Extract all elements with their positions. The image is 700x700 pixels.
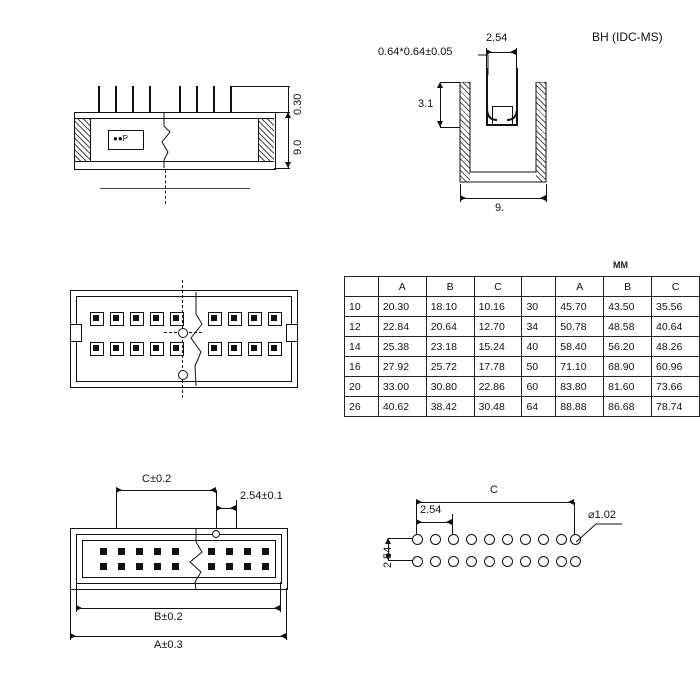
- break-line: [186, 528, 208, 590]
- hole: [484, 556, 495, 567]
- pin: [115, 86, 117, 114]
- break-line: [186, 292, 208, 386]
- cell-a: 25.38: [378, 337, 426, 357]
- contact-pin: [211, 315, 217, 321]
- units-label: MM: [613, 260, 628, 270]
- cell-b: 56.20: [604, 337, 652, 357]
- contact-pin: [231, 345, 237, 351]
- cell-b: 30.80: [426, 377, 474, 397]
- hole: [430, 534, 441, 545]
- cell-b: 86.68: [604, 397, 652, 417]
- contact-pin: [271, 345, 277, 351]
- contact-pin: [226, 563, 233, 570]
- contact-pin: [211, 345, 217, 351]
- dim-030-ext-top: [232, 86, 290, 87]
- th-pins-right: [522, 277, 556, 297]
- contact-pin: [208, 563, 215, 570]
- dim-a-label: A±0.3: [154, 639, 183, 651]
- cell-b: 25.72: [426, 357, 474, 377]
- cell-a: 88.88: [556, 397, 604, 417]
- cell-c: 22.86: [474, 377, 522, 397]
- center-marker: [178, 328, 188, 338]
- dim-31-ext-top: [440, 82, 460, 83]
- contact-pin: [136, 548, 143, 555]
- dim-9-label: 9.: [495, 202, 505, 214]
- contact-pin: [100, 548, 107, 555]
- dim-90-line: [288, 112, 289, 168]
- contact-pin: [244, 563, 251, 570]
- leader-line: [574, 520, 624, 544]
- contact-pin: [172, 563, 179, 570]
- arrow-down: [437, 121, 443, 127]
- cell-b: 48.58: [604, 317, 652, 337]
- contact-pin: [154, 563, 161, 570]
- break-line: [156, 112, 178, 168]
- shroud-wall-left: [460, 82, 470, 182]
- cell-pins: 50: [522, 357, 556, 377]
- cell-c: 30.48: [474, 397, 522, 417]
- cell-c: 12.70: [474, 317, 522, 337]
- dim-pitch-h-ext: [452, 514, 453, 536]
- hole: [502, 556, 513, 567]
- cavity: [82, 540, 276, 578]
- table-row: [345, 297, 700, 317]
- cell-pins: 60: [522, 377, 556, 397]
- cell-a: 58.40: [556, 337, 604, 357]
- dim-90-ext-bot: [274, 168, 290, 169]
- cell-a: 33.00: [378, 377, 426, 397]
- cell-a: 22.84: [378, 317, 426, 337]
- hole: [556, 556, 567, 567]
- dim-254-label: 2.54: [486, 32, 508, 44]
- top-view-contacts: [60, 280, 310, 410]
- cell-pins: 20: [345, 377, 379, 397]
- arrow-right: [416, 519, 422, 525]
- hole: [556, 534, 567, 545]
- arrow-up: [385, 538, 391, 544]
- shroud-wall-right: [536, 82, 546, 182]
- body-left-ear: [74, 118, 90, 161]
- center-marker: [212, 530, 220, 538]
- cell-c: 48.26: [652, 337, 700, 357]
- dim-pitch-h-label: 2.54: [420, 504, 442, 516]
- cell-pins: 26: [345, 397, 379, 417]
- cell-a: 27.92: [378, 357, 426, 377]
- hole: [538, 534, 549, 545]
- contact-pin: [173, 315, 179, 321]
- hole: [466, 534, 477, 545]
- cell-pins: 64: [522, 397, 556, 417]
- cell-b: 18.10: [426, 297, 474, 317]
- dim-b-line: [76, 608, 280, 609]
- dim-a-line: [70, 636, 286, 637]
- side-view: [60, 60, 304, 190]
- cell-a: 71.10: [556, 357, 604, 377]
- dim-pitch-v-label: 2.54: [382, 546, 394, 568]
- pin: [132, 86, 134, 114]
- contact-pin: [93, 315, 99, 321]
- contact-pin: [231, 315, 237, 321]
- cell-pins: 16: [345, 357, 379, 377]
- inner-body: [76, 296, 292, 382]
- hole: [448, 556, 459, 567]
- hole: [448, 534, 459, 545]
- dim-b-ext-right: [280, 582, 281, 612]
- contact-pin: [136, 563, 143, 570]
- table-row: [345, 377, 700, 397]
- arrow-right: [76, 605, 82, 611]
- arrow-up: [437, 82, 443, 88]
- dim-c-ext-right: [216, 490, 217, 532]
- cell-a: 40.62: [378, 397, 426, 417]
- hole: [430, 556, 441, 567]
- cell-pins: 10: [345, 297, 379, 317]
- contact-pin: [271, 315, 277, 321]
- cell-b: 23.18: [426, 337, 474, 357]
- cell-pins: 34: [522, 317, 556, 337]
- dim-90-label: 9.0: [292, 139, 304, 155]
- dim-c-line: [416, 502, 574, 503]
- body-right-ear: [258, 118, 274, 161]
- table-header-row: [345, 277, 700, 297]
- cell-pins: 30: [522, 297, 556, 317]
- th-pins-left: [345, 277, 379, 297]
- center-line-v: [165, 170, 166, 204]
- th-c-left: C: [474, 277, 522, 297]
- dim-a-ext-right: [286, 588, 287, 640]
- hole: [412, 556, 423, 567]
- arrow-left: [446, 519, 452, 525]
- center-line: [100, 188, 250, 189]
- contact-pin: [251, 345, 257, 351]
- th-a-left: A: [378, 277, 426, 297]
- th-b-left: B: [426, 277, 474, 297]
- cell-b: 43.50: [604, 297, 652, 317]
- contact-pin: [172, 548, 179, 555]
- cell-pins: 12: [345, 317, 379, 337]
- hole: [520, 556, 531, 567]
- dim-c-label: C±0.2: [142, 473, 172, 485]
- spec-table: [344, 276, 700, 417]
- th-a-right: A: [556, 277, 604, 297]
- inner-rib: [492, 106, 493, 124]
- cell-pins: 40: [522, 337, 556, 357]
- cell-b: 20.64: [426, 317, 474, 337]
- inner-rib: [512, 106, 513, 124]
- cell-pins: 14: [345, 337, 379, 357]
- cell-c: 17.78: [474, 357, 522, 377]
- cell-a: 20.30: [378, 297, 426, 317]
- cell-b: 68.90: [604, 357, 652, 377]
- dim-pin-size-label: 0.64*0.64±0.05: [378, 46, 453, 58]
- pin: [196, 86, 198, 114]
- cell-a: 83.80: [556, 377, 604, 397]
- page-title: BH (IDC-MS): [592, 30, 663, 44]
- pin: [149, 86, 151, 114]
- left-notch: [70, 324, 82, 342]
- arrow-up: [285, 112, 291, 118]
- pin: [213, 86, 215, 114]
- hole: [466, 556, 477, 567]
- arrow-left: [230, 505, 236, 511]
- pin: [179, 86, 181, 114]
- dim-31-label: 3.1: [418, 98, 434, 110]
- dim-31-ext-bot: [440, 127, 460, 128]
- contact-pin: [226, 548, 233, 555]
- arrow-right: [460, 195, 466, 201]
- hole: [538, 556, 549, 567]
- cell-b: 38.42: [426, 397, 474, 417]
- contact-pin: [113, 315, 119, 321]
- inner-rib-top: [492, 106, 512, 107]
- contact-pin: [118, 563, 125, 570]
- arrow-left: [274, 605, 280, 611]
- contact-pin: [262, 563, 269, 570]
- cell-c: 40.64: [652, 317, 700, 337]
- arrow-right: [216, 505, 222, 511]
- pcb-footprint-view: [360, 480, 640, 590]
- arrow-down: [285, 162, 291, 168]
- cell-c: 15.24: [474, 337, 522, 357]
- dim-c-label: C: [490, 484, 498, 496]
- cell-c: 73.66: [652, 377, 700, 397]
- hole: [412, 534, 423, 545]
- right-notch: [286, 324, 298, 342]
- contact-pin: [153, 315, 159, 321]
- table-row: [345, 397, 700, 417]
- cell-c: 35.56: [652, 297, 700, 317]
- table-row: [345, 357, 700, 377]
- pin: [230, 86, 232, 114]
- cell-c: 60.96: [652, 357, 700, 377]
- contact-pin: [251, 315, 257, 321]
- cell-c: 78.74: [652, 397, 700, 417]
- contact-pin: [153, 345, 159, 351]
- th-c-right: C: [652, 277, 700, 297]
- contact-pin: [93, 345, 99, 351]
- contact-pin: [262, 548, 269, 555]
- pin: [98, 86, 100, 114]
- divider: [258, 118, 259, 161]
- contact-pin: [244, 548, 251, 555]
- th-b-right: B: [604, 277, 652, 297]
- contact-pin: [173, 345, 179, 351]
- cell-a: 50.78: [556, 317, 604, 337]
- divider: [90, 118, 91, 161]
- hole: [520, 534, 531, 545]
- dim-c-ext-left: [116, 490, 117, 528]
- dim-b-label: B±0.2: [154, 611, 183, 623]
- cell-b: 81.60: [604, 377, 652, 397]
- contact-pin: [208, 548, 215, 555]
- dim-hole-dia-label: ⌀1.02: [588, 509, 617, 521]
- hole: [484, 534, 495, 545]
- bottom-view: [60, 470, 320, 650]
- center-line-v: [182, 280, 183, 398]
- dim-030-line: [288, 86, 289, 112]
- hole: [502, 534, 513, 545]
- cell-c: 10.16: [474, 297, 522, 317]
- center-marker: [178, 370, 188, 380]
- hole: [570, 556, 581, 567]
- contact-pin: [154, 548, 161, 555]
- arrow-left: [510, 49, 516, 55]
- table-row: [345, 337, 700, 357]
- contact-pin: [100, 563, 107, 570]
- dim-c-line: [116, 490, 216, 491]
- shroud-body: [458, 82, 548, 184]
- contact-pin: [113, 345, 119, 351]
- contact-pin: [118, 548, 125, 555]
- marking-text: ●●P: [113, 134, 128, 143]
- arrow-left: [540, 195, 546, 201]
- dim-9-line: [460, 198, 546, 199]
- contact-pin: [133, 345, 139, 351]
- contact-pin: [133, 315, 139, 321]
- cell-a: 45.70: [556, 297, 604, 317]
- dim-pitch-label: 2.54±0.1: [240, 490, 283, 502]
- pin-cross-section-view: [378, 20, 580, 214]
- arrow-right: [70, 633, 76, 639]
- dim-9-ext-right: [546, 184, 547, 202]
- arrow-left: [280, 633, 286, 639]
- dim-030-label: 0.30: [292, 93, 304, 115]
- table-row: [345, 317, 700, 337]
